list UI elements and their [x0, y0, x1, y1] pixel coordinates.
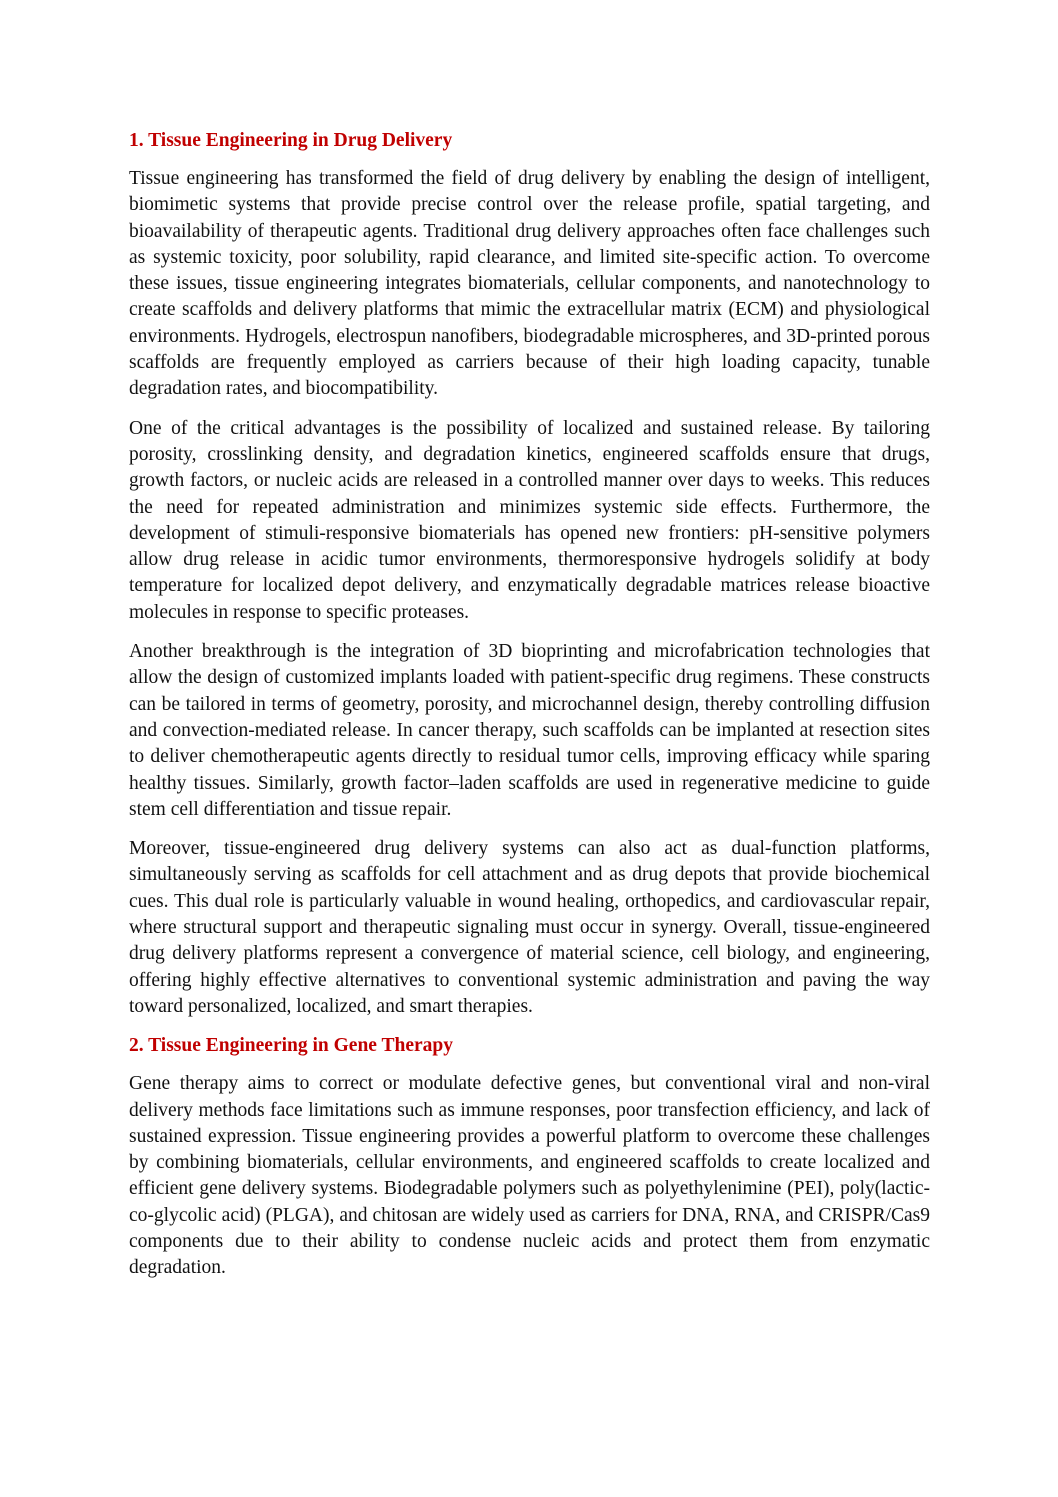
paragraph: Gene therapy aims to correct or modulate defective genes, but conventional viral and non-viral delivery methods face limitations such as immune responses, poor transfection efficiency, and lack of sustained expression. Tissue engineering provides a powerful platform to overcome these challenges by combining biomaterials, cellular environments, and engineered scaffolds to create localized and efficient gene delivery systems. Biodegradable polymers such as polyethylenimine (PEI), poly(lactic-co-glycolic acid) (PLGA), and chitosan are widely used as carriers for DNA, RNA, and CRISPR/Cas9 components due to their ability to condense nucleic acids and protect them from enzymatic degradation.	[129, 1073, 930, 1279]
paragraph: One of the critical advantages is the possibility of localized and sustained release. By tailoring porosity, crosslinking density, and degradation kinetics, engineered scaffolds ensure that drugs, growth factors, or nucleic acids are released in a controlled manner over days to weeks. This reduces the need for repeated administration and minimizes systemic side effects. Furthermore, the development of stimuli-responsive biomaterials has opened new frontiers: pH-sensitive polymers allow drug release in acidic tumor environments, thermoresponsive hydrogels solidify at body temperature for localized depot delivery, and enzymatically degradable matrices release bioactive molecules in response to specific proteases.	[129, 417, 930, 623]
paragraph: Another breakthrough is the integration of 3D bioprinting and microfabrication technologies that allow the design of customized implants loaded with patient-specific drug regimens. These constructs can be tailored in terms of geometry, porosity, and microchannel design, thereby controlling diffusion and convection-mediated release. In cancer therapy, such scaffolds can be implanted at resection sites to deliver chemotherapeutic agents directly to residual tumor cells, improving efficacy while sparing healthy tissues. Similarly, growth factor–laden scaffolds are used in regenerative medicine to guide stem cell differentiation and tissue repair.	[129, 641, 930, 820]
paragraph: Moreover, tissue-engineered drug delivery systems can also act as dual-function platforms, simultaneously serving as scaffolds for cell attachment and as drug depots that provide biochemical cues. This dual role is particularly valuable in wound healing, orthopedics, and cardiovascular repair, where structural support and therapeutic signaling must occur in synergy. Overall, tissue-engineered drug delivery platforms represent a convergence of material science, cell biology, and engineering, offering highly effective alternatives to conventional systemic administration and paving the way toward personalized, localized, and smart therapies.	[129, 838, 930, 1017]
section-heading-gene-therapy: 2. Tissue Engineering in Gene Therapy	[129, 1035, 453, 1057]
document-page	[129, 128, 930, 1295]
section-heading-drug-delivery: 1. Tissue Engineering in Drug Delivery	[129, 130, 453, 151]
paragraph: Tissue engineering has transformed the field of drug delivery by enabling the design of intelligent, biomimetic systems that provide precise control over the release profile, spatial targeting, and bioavailability of therapeutic agents. Traditional drug delivery approaches often face challenges such as systemic toxicity, poor solubility, rapid clearance, and limited site-specific action. To overcome these issues, tissue engineering integrates biomaterials, cellular components, and nanotechnology to create scaffolds and delivery platforms that mimic the extracellular matrix (ECM) and physiological environments. Hydrogels, electrospun nanofibers, biodegradable microspheres, and 3D-printed porous scaffolds are frequently employed as carriers because of their high loading capacity, tunable degradation rates, and biocompatibility.	[129, 168, 930, 400]
